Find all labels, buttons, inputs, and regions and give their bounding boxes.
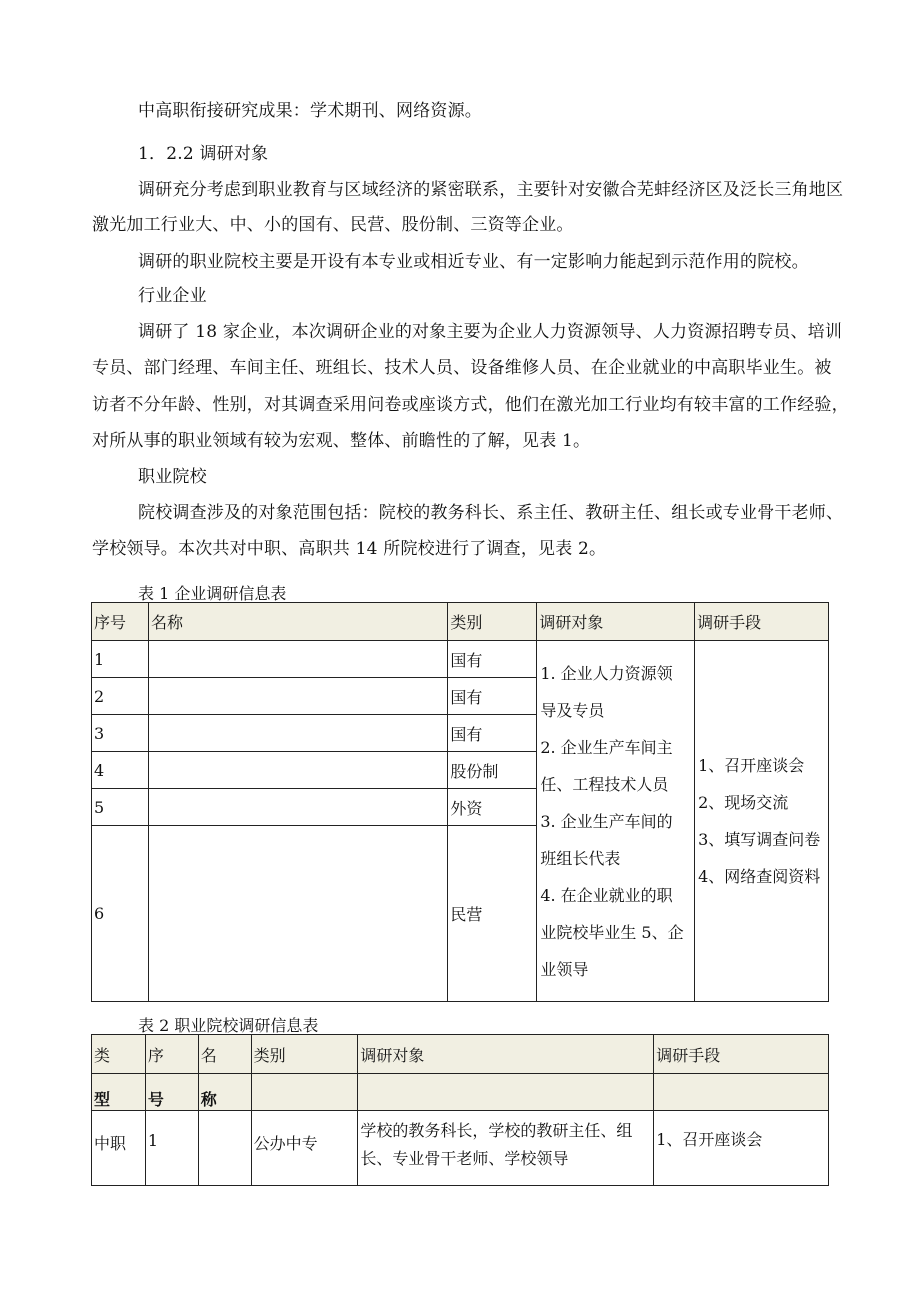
enterprise-name	[148, 641, 447, 678]
enterprise-survey-table	[91, 602, 829, 1002]
header-cell: 调研对象	[537, 603, 695, 641]
paragraph-line: 激光加工行业大、中、小的国有、民营、股份制、三资等企业。	[92, 215, 574, 235]
header-cell: 名称	[148, 603, 447, 641]
target-line: 长、专业骨干老师、学校领导	[360, 1149, 569, 1168]
method-line: 2、现场交流	[698, 793, 789, 812]
paragraph-line: 访者不分年龄、性别，对其调查采用问卷或座谈方式，他们在激光加工行业均有较丰富的工作经验，	[92, 395, 849, 415]
header-cell: 序	[145, 1035, 198, 1074]
row-number: 2	[92, 678, 149, 715]
paragraph-line: 学校领导。本次共对中职、高职共 14 所院校进行了调查，见表 2。	[92, 539, 607, 559]
header-cell: 序号	[92, 603, 149, 641]
target-line: 4. 在企业就业的职	[540, 885, 673, 905]
row-number: 6	[92, 826, 149, 1002]
header-cell	[251, 1074, 358, 1111]
survey-methods-cell	[695, 641, 829, 1002]
header-cell: 名	[198, 1035, 251, 1074]
table-header-row	[92, 1035, 829, 1074]
enterprise-name	[148, 715, 447, 752]
enterprise-name	[148, 752, 447, 789]
target-line: 2. 企业生产车间主	[540, 737, 673, 757]
target-line: 任、工程技术人员	[540, 774, 669, 794]
paragraph-line: 专员、部门经理、车间主任、班组长、技术人员、设备维修人员、在企业就业的中高职毕业生。被	[92, 358, 832, 378]
survey-targets-cell	[358, 1111, 654, 1186]
table-header-row	[92, 603, 829, 641]
subheading-vocational-colleges: 职业院校	[138, 467, 207, 487]
enterprise-type: 国有	[448, 641, 537, 678]
target-line: 班组长代表	[540, 848, 621, 868]
enterprise-type: 民营	[448, 826, 537, 1002]
row-number: 1	[145, 1111, 198, 1186]
header-cell: 型	[92, 1074, 146, 1111]
target-line: 导及专员	[540, 700, 605, 720]
header-cell: 称	[198, 1074, 251, 1111]
paragraph-line: 对所从事的职业领域有较为宏观、整体、前瞻性的了解，见表 1。	[92, 431, 591, 451]
enterprise-name	[148, 826, 447, 1002]
enterprise-type: 国有	[448, 715, 537, 752]
method-line: 3、填写调查问卷	[698, 830, 821, 849]
header-cell: 调研手段	[654, 1035, 829, 1074]
target-line: 1. 企业人力资源领	[540, 663, 673, 683]
college-name	[198, 1111, 251, 1186]
header-cell: 类别	[448, 603, 537, 641]
survey-targets-cell	[537, 641, 695, 1002]
paragraph-line: 调研的职业院校主要是开设有本专业或相近专业、有一定影响力能起到示范作用的院校。	[138, 252, 809, 272]
paragraph-research-results: 中高职衔接研究成果：学术期刊、网络资源。	[138, 101, 482, 121]
method-line: 4、网络查阅资料	[698, 867, 821, 886]
table-header-row	[92, 1074, 829, 1111]
enterprise-type: 股份制	[448, 752, 537, 789]
method-line: 1、召开座谈会	[698, 756, 805, 775]
college-type: 公办中专	[251, 1111, 358, 1186]
header-cell: 类别	[251, 1035, 358, 1074]
enterprise-type: 外资	[448, 789, 537, 826]
row-number: 4	[92, 752, 149, 789]
table1-caption: 表 1 企业调研信息表	[138, 584, 287, 603]
paragraph-line: 调研充分考虑到职业教育与区域经济的紧密联系，主要针对安徽合芜蚌经济区及泛长三角地区	[138, 180, 844, 200]
survey-method-cell: 1、召开座谈会	[654, 1111, 829, 1186]
header-cell: 号	[145, 1074, 198, 1111]
paragraph-line: 院校调查涉及的对象范围包括：院校的教务科长、系主任、教研主任、组长或专业骨干老师、	[138, 503, 844, 523]
row-number: 5	[92, 789, 149, 826]
header-cell: 调研手段	[695, 603, 829, 641]
target-line: 学校的教务科长，学校的教研主任、组	[360, 1121, 633, 1140]
row-number: 1	[92, 641, 149, 678]
target-line: 业院校毕业生 5、企	[540, 922, 684, 942]
row-number: 3	[92, 715, 149, 752]
target-line: 业领导	[540, 959, 589, 979]
table-row	[92, 1111, 829, 1186]
enterprise-name	[148, 789, 447, 826]
paragraph-line: 调研了 18 家企业，本次调研企业的对象主要为企业人力资源领导、人力资源招聘专员、培训	[138, 322, 843, 342]
subheading-industry-enterprise: 行业企业	[138, 286, 207, 306]
header-cell: 类	[92, 1035, 146, 1074]
college-kind: 中职	[92, 1111, 146, 1186]
enterprise-type: 国有	[448, 678, 537, 715]
college-survey-table	[91, 1034, 829, 1186]
enterprise-name	[148, 678, 447, 715]
header-cell	[654, 1074, 829, 1111]
header-cell: 调研对象	[358, 1035, 654, 1074]
table2-caption: 表 2 职业院校调研信息表	[138, 1016, 319, 1035]
header-cell	[358, 1074, 654, 1111]
section-heading-research-objects: 1．2.2 调研对象	[138, 144, 269, 164]
table-row	[92, 641, 829, 678]
target-line: 3. 企业生产车间的	[540, 811, 673, 831]
